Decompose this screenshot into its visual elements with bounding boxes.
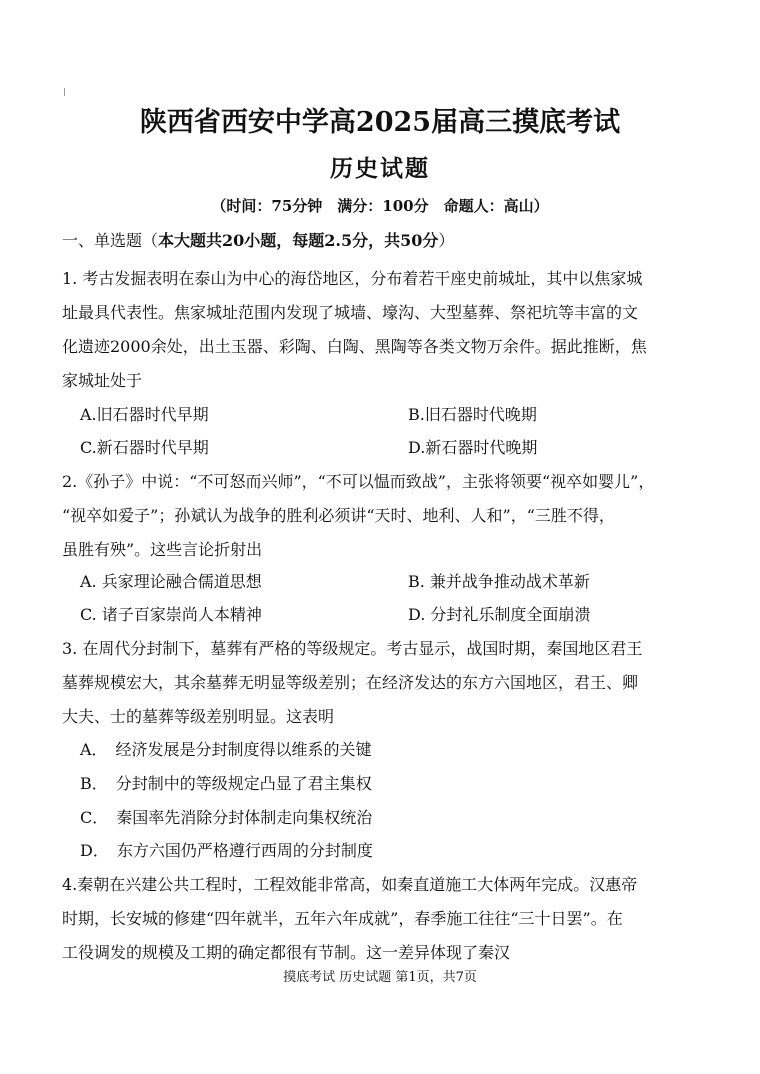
section-heading bbox=[62, 228, 454, 251]
question-1-option-b[interactable]: B.旧石器时代晚期 bbox=[408, 405, 537, 424]
question-2-line: 虽胜有殃”。这些言论折射出 bbox=[62, 540, 263, 559]
question-2-line: 2.《孙子》中说：“不可怒而兴师”，“不可以愠而致战”，主张将领要“视卒如婴儿”， bbox=[62, 472, 655, 491]
page-footer: 摸底考试 历史试题 第1页，共7页 bbox=[283, 970, 477, 985]
question-3-option-c[interactable]: C． 秦国率先消除分封体制走向集权统治 bbox=[80, 808, 373, 827]
question-4-line: 4.秦朝在兴建公共工程时，工程效能非常高，如秦直道施工大体两年完成。汉惠帝 bbox=[62, 875, 638, 894]
question-1-option-a[interactable]: A.旧石器时代早期 bbox=[80, 405, 209, 424]
scan-mark bbox=[64, 88, 65, 96]
question-1-option-d[interactable]: D.新石器时代晚期 bbox=[408, 438, 538, 457]
question-1-option-c[interactable]: C.新石器时代早期 bbox=[80, 438, 209, 457]
question-1-line: 化遗迹2000余处，出土玉器、彩陶、白陶、黑陶等各类文物万余件。据此推断，焦 bbox=[62, 337, 647, 356]
question-2-option-a[interactable]: A. 兵家理论融合儒道思想 bbox=[80, 572, 262, 591]
question-2-option-b[interactable]: B. 兼并战争推动战术革新 bbox=[408, 572, 590, 591]
question-1-line: 家城址处于 bbox=[62, 371, 143, 390]
question-4-line: 工役调发的规模及工期的确定都很有节制。这一差异体现了秦汉 bbox=[62, 943, 511, 962]
question-3-line: 大夫、士的墓葬等级差别明显。这表明 bbox=[62, 707, 335, 726]
question-1-line: 址最具代表性。焦家城址范围内发现了城墙、壕沟、大型墓葬、祭祀坑等丰富的文 bbox=[62, 303, 639, 322]
question-3-line: 3. 在周代分封制下，墓葬有严格的等级规定。考古显示，战国时期，秦国地区君王 bbox=[62, 639, 643, 658]
section-heading-prefix: 一、单选题（ bbox=[62, 231, 159, 250]
question-4-line: 时期，长安城的修建“四年就半，五年六年成就”，春季施工往往“三十日罢”。在 bbox=[62, 909, 623, 928]
question-2-line: “视卒如爱子”；孙斌认为战争的胜利必须讲“天时、地利、人和”，“三胜不得， bbox=[62, 506, 615, 525]
question-1-line: 1. 考古发掘表明在泰山为中心的海岱地区，分布着若干座史前城址，其中以焦家城 bbox=[62, 269, 643, 288]
question-3-option-a[interactable]: A． 经济发展是分封制度得以维系的关键 bbox=[80, 740, 372, 759]
question-3-option-d[interactable]: D． 东方六国仍严格遵行西周的分封制度 bbox=[80, 841, 373, 860]
section-heading-suffix: ） bbox=[438, 231, 455, 250]
exam-info: （时间：75分钟 满分：100分 命题人：高山） bbox=[211, 197, 549, 215]
exam-subtitle: 历史试题 bbox=[330, 155, 430, 182]
question-2-option-c[interactable]: C. 诸子百家崇尚人本精神 bbox=[80, 605, 262, 624]
question-3-line: 墓葬规模宏大，其余墓葬无明显等级差别；在经济发达的东方六国地区，君王、卿 bbox=[62, 673, 639, 692]
question-2-option-d[interactable]: D. 分封礼乐制度全面崩溃 bbox=[408, 605, 591, 624]
exam-title: 陕西省西安中学高2025届高三摸底考试 bbox=[139, 107, 621, 138]
section-heading-bold: 本大题共20小题，每题2.5分，共50分 bbox=[158, 231, 439, 250]
question-3-option-b[interactable]: B． 分封制中的等级规定凸显了君主集权 bbox=[80, 774, 372, 793]
